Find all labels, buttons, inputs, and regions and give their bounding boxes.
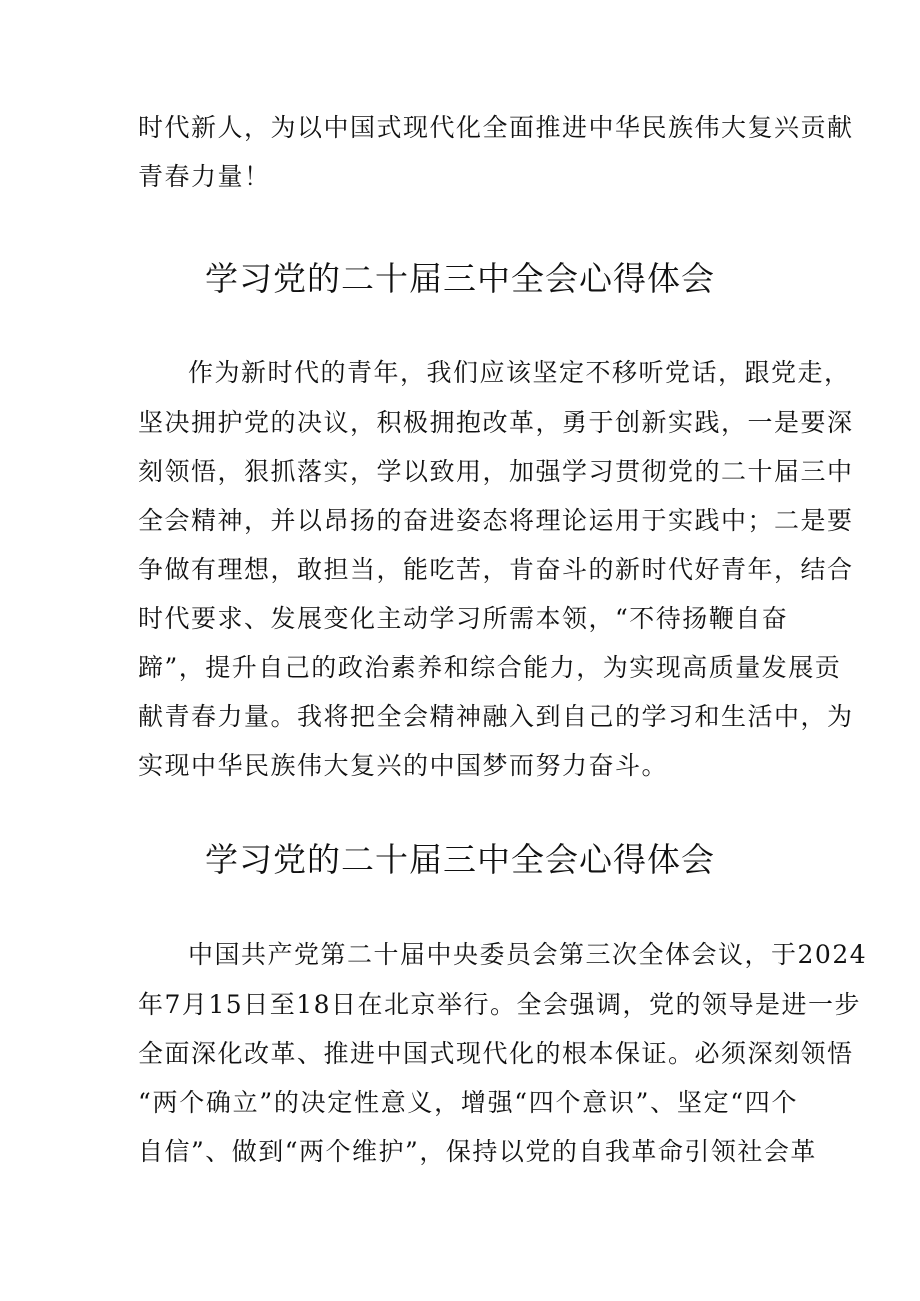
paragraph-line: 中国共产党第二十届中央委员会第三次全体会议，于2024	[188, 940, 868, 969]
paragraph-line: “两个确立”的决定性意义，增强“四个意识”、坚定“四个	[138, 1088, 798, 1117]
paragraph-line: 坚决拥护党的决议，积极拥抱改革，勇于创新实践，一是要深	[138, 408, 854, 437]
paragraph-line: 蹄”，提升自己的政治素养和综合能力，为实现高质量发展贡	[138, 653, 842, 682]
paragraph-line: 争做有理想，敢担当，能吃苦，肯奋斗的新时代好青年，结合	[138, 555, 854, 584]
paragraph-line: 作为新时代的青年，我们应该坚定不移听党话，跟党走，	[188, 358, 851, 387]
paragraph-line: 全会精神，并以昂扬的奋进姿态将理论运用于实践中；二是要	[138, 506, 854, 535]
paragraph-line: 时代要求、发展变化主动学习所需本领，“不待扬鞭自奋	[138, 604, 789, 633]
paragraph-line: 献青春力量。我将把全会精神融入到自己的学习和生活中，为	[138, 702, 854, 731]
paragraph-line: 全面深化改革、推进中国式现代化的根本保证。必须深刻领悟	[138, 1039, 854, 1068]
paragraph-line: 刻领悟，狠抓落实，学以致用，加强学习贯彻党的二十届三中	[138, 457, 854, 486]
section-title: 学习党的二十届三中全会心得体会	[205, 840, 715, 879]
intro-line: 青春力量！	[138, 162, 271, 191]
intro-line: 时代新人，为以中国式现代化全面推进中华民族伟大复兴贡献	[138, 113, 854, 142]
paragraph-line: 年7月15日至18日在北京举行。全会强调，党的领导是进一步	[138, 990, 862, 1019]
section-title: 学习党的二十届三中全会心得体会	[205, 259, 715, 298]
paragraph-line: 自信”、做到“两个维护”，保持以党的自我革命引领社会革	[138, 1137, 817, 1166]
paragraph-line: 实现中华民族伟大复兴的中国梦而努力奋斗。	[138, 751, 669, 780]
